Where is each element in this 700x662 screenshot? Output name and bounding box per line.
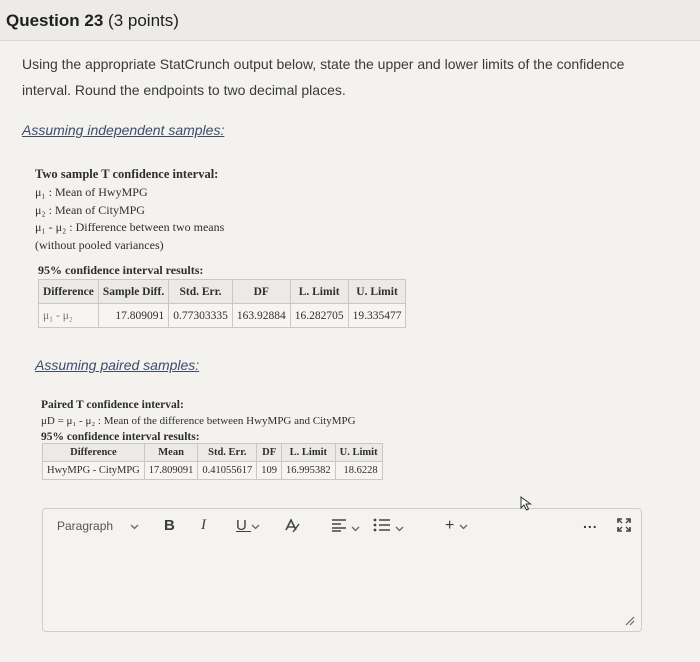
paired-output — [41, 397, 356, 445]
column-header: DF — [232, 280, 290, 304]
table-cell: 17.809091 — [98, 304, 168, 328]
table-cell: 0.41055617 — [198, 462, 257, 480]
table-cell: 0.77303335 — [169, 304, 233, 328]
independent-results-title: 95% confidence interval results: — [38, 263, 204, 277]
paired-output-title: Paired T confidence interval: — [41, 399, 184, 411]
chevron-down-icon — [251, 517, 260, 534]
table-cell: HwyMPG - CityMPG — [43, 462, 145, 480]
table-cell: 109 — [257, 462, 282, 480]
paired-results-title: 95% confidence interval results: — [41, 431, 200, 443]
table-cell: 19.335477 — [348, 304, 406, 328]
more-options-button[interactable]: ... — [583, 515, 598, 531]
align-left-icon — [331, 519, 351, 535]
table-row — [39, 304, 406, 328]
table-row — [43, 462, 383, 480]
bold-button[interactable]: B — [164, 517, 175, 534]
column-header: Std. Err. — [198, 444, 257, 462]
answer-editor[interactable] — [42, 508, 642, 632]
italic-button[interactable]: I — [201, 517, 206, 533]
list-button[interactable] — [373, 518, 404, 535]
table-cell: 16.995382 — [282, 462, 336, 480]
independent-line-pooled: (without pooled variances) — [35, 237, 164, 252]
independent-line-mu1: μ₁ : Mean of HwyMPG — [35, 185, 148, 199]
column-header: L. Limit — [290, 280, 348, 304]
table-header-row — [39, 280, 406, 304]
independent-output-title: Two sample T confidence interval: — [35, 167, 219, 181]
plus-icon: + — [445, 517, 455, 534]
table-cell: 17.809091 — [144, 462, 198, 480]
bulleted-list-icon — [373, 519, 395, 535]
column-header: Difference — [43, 444, 145, 462]
column-header: Mean — [144, 444, 198, 462]
independent-section-label: Assuming independent samples: — [22, 122, 225, 138]
expand-icon — [617, 519, 631, 535]
insert-button[interactable] — [445, 517, 468, 535]
independent-line-mu2: μ₂ : Mean of CityMPG — [35, 202, 145, 217]
paragraph-style-dropdown[interactable] — [57, 519, 139, 533]
underline-label: U — [236, 517, 247, 534]
align-button[interactable] — [331, 518, 360, 535]
mouse-pointer-icon — [520, 496, 534, 517]
fullscreen-button[interactable] — [617, 518, 631, 535]
independent-results-table — [38, 279, 406, 328]
column-header: Std. Err. — [169, 280, 233, 304]
column-header: Sample Diff. — [98, 280, 168, 304]
column-header: U. Limit — [348, 280, 406, 304]
question-title — [6, 11, 179, 31]
chevron-down-icon — [459, 517, 468, 534]
question-points: (3 points) — [108, 11, 179, 30]
editor-toolbar — [43, 509, 641, 545]
table-cell: μ₁ - μ₂ — [39, 304, 99, 328]
underline-button[interactable] — [236, 517, 260, 534]
table-cell: 18.6228 — [335, 462, 382, 480]
column-header: L. Limit — [282, 444, 336, 462]
chevron-down-icon — [395, 519, 404, 535]
column-header: U. Limit — [335, 444, 382, 462]
table-cell: 16.282705 — [290, 304, 348, 328]
paired-section-label: Assuming paired samples: — [35, 357, 200, 373]
text-color-button[interactable] — [283, 518, 301, 537]
paragraph-style-label: Paragraph — [57, 519, 114, 533]
question-header — [0, 0, 700, 41]
independent-line-diff: μ₁ - μ₂ : Difference between two means — [35, 220, 225, 234]
question-number: Question 23 — [6, 11, 104, 30]
text-color-icon — [283, 521, 301, 537]
question-prompt: Using the appropriate StatCrunch output below, state the upper and lower limits of the confidence interval. Round the endpoints to two decimal places. — [22, 56, 625, 98]
table-cell: 163.92884 — [232, 304, 290, 328]
table-header-row — [43, 444, 383, 462]
column-header: Difference — [39, 280, 99, 304]
paired-results-table — [42, 443, 383, 480]
editor-text-area[interactable] — [43, 545, 641, 631]
resize-handle-icon[interactable] — [623, 613, 635, 625]
paired-line-mud: μD = μ₁ - μ₂ : Mean of the difference between HwyMPG and CityMPG — [41, 415, 356, 427]
chevron-down-icon — [130, 519, 139, 533]
column-header: DF — [257, 444, 282, 462]
chevron-down-icon — [351, 519, 360, 535]
independent-output — [35, 167, 224, 254]
